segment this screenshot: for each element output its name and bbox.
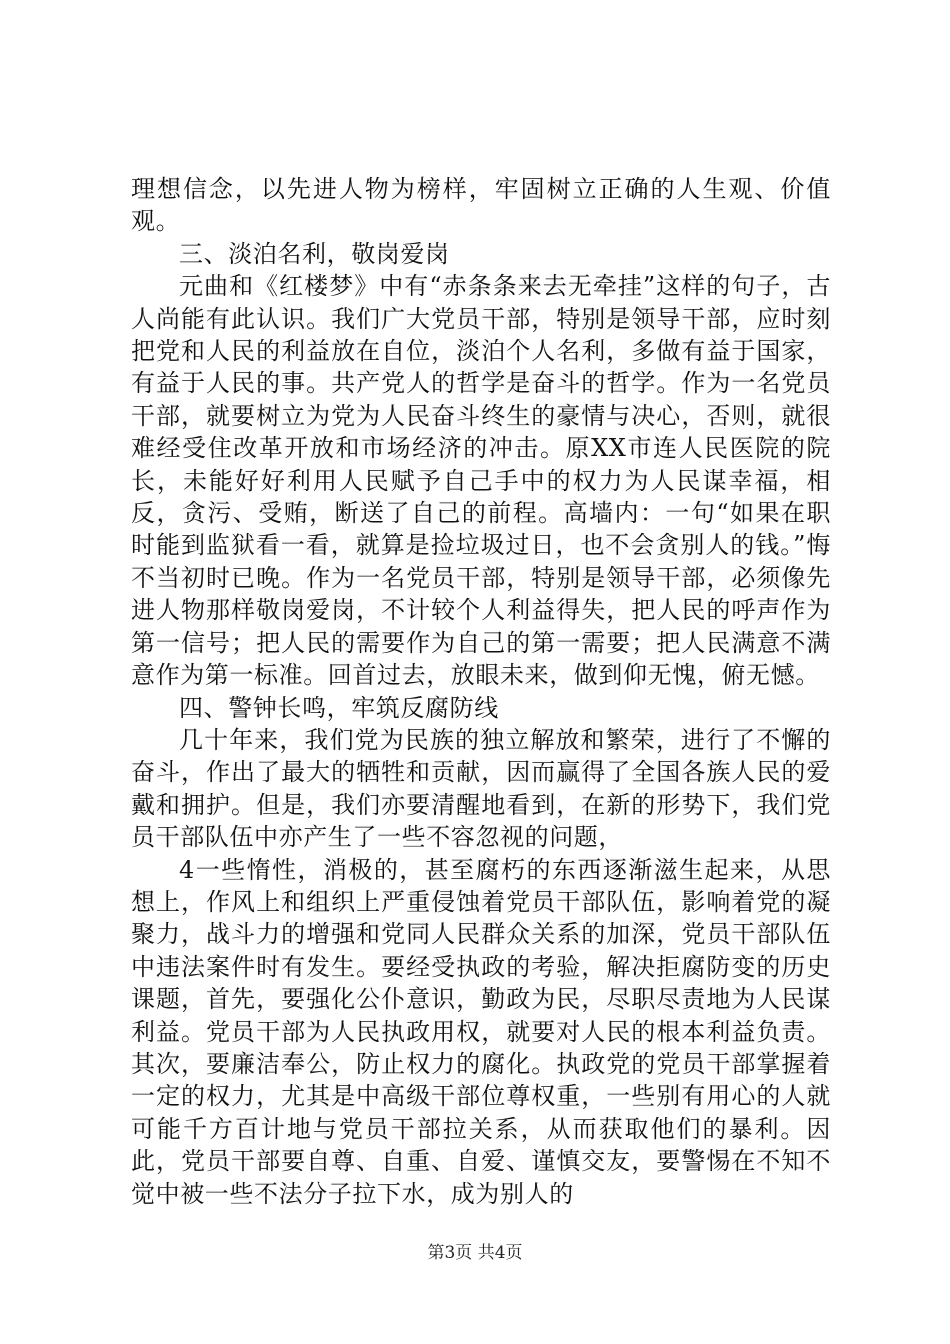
section-heading-3: 三、淡泊名利，敬岗爱岗 [179,239,450,268]
paragraph-section-3: 元曲和《红楼梦》中有“赤条条来去无牵挂”这样的句子，古人尚能有此认识。我们广大党员干部，特别是领导干部，应时刻把党和人民的利益放在自位，淡泊个人名利，多做有益于国家，有益于人民的事。共产党人的哲学是奋斗的哲学。作为一名党员干部，就要树立为党为人民奋斗终生的豪情与决心，否则，就很难经受住改革开放和市场经济的冲击。原XX市连人民医院的院长，未能好好利用人民赋予自己手中的权力为人民谋幸福，相反，贪污、受贿，断送了自己的前程。高墙内：一句“如果在职时能到监狱看一看，就算是捡垃圾过日，也不会贪别人的钱。”悔不当初时已晚。作为一名党员干部，特别是领导干部，必须像先进人物那样敬岗爱岗，不计较个人利益得失，把人民的呼声作为第一信号；把人民的需要作为自己的第一需要；把人民满意不满意作为第一标准。回首过去，放眼未来，做到仰无愧，俯无憾。 [131,272,831,690]
paragraph-section-4-a: 几十年来，我们党为民族的独立解放和繁荣，进行了不懈的奋斗，作出了最大的牺牲和贡献，因而赢得了全国各族人民的爱戴和拥护。但是，我们亦要清醒地看到，在新的形势下，我们党员干部队伍中亦产生了一些不容忽视的问题， [131,725,831,852]
paragraph-intro-continuation: 理想信念，以先进人物为榜样，牢固树立正确的人生观、价值观。 [131,175,831,236]
page-number-footer: 第3页 共4页 [427,1243,523,1263]
paragraph-section-4-b: 4一些惰性，消极的，甚至腐朽的东西逐渐滋生起来，从思想上，作风上和组织上严重侵蚀着党员干部队伍，影响着党的凝聚力，战斗力的增强和党同人民群众关系的加深，党员干部队伍中违法案件时有发生。要经受执政的考验，解决拒腐防变的历史课题，首先，要强化公仆意识，勤政为民，尽职尽责地为人民谋利益。党员干部为人民执政用权，就要对人民的根本利益负责。其次，要廉洁奉公，防止权力的腐化。执政党的党员干部掌握着一定的权力，尤其是中高级干部位尊权重，一些别有用心的人就可能千方百计地与党员干部拉关系，从而获取他们的暴利。因此，党员干部要自尊、自重、自爱、谨慎交友，要警惕在不知不觉中被一些不法分子拉下水，成为别人的 [131,855,831,1208]
document-body [131,173,831,1210]
section-heading-4: 四、警钟长鸣，牢筑反腐防线 [179,693,499,722]
